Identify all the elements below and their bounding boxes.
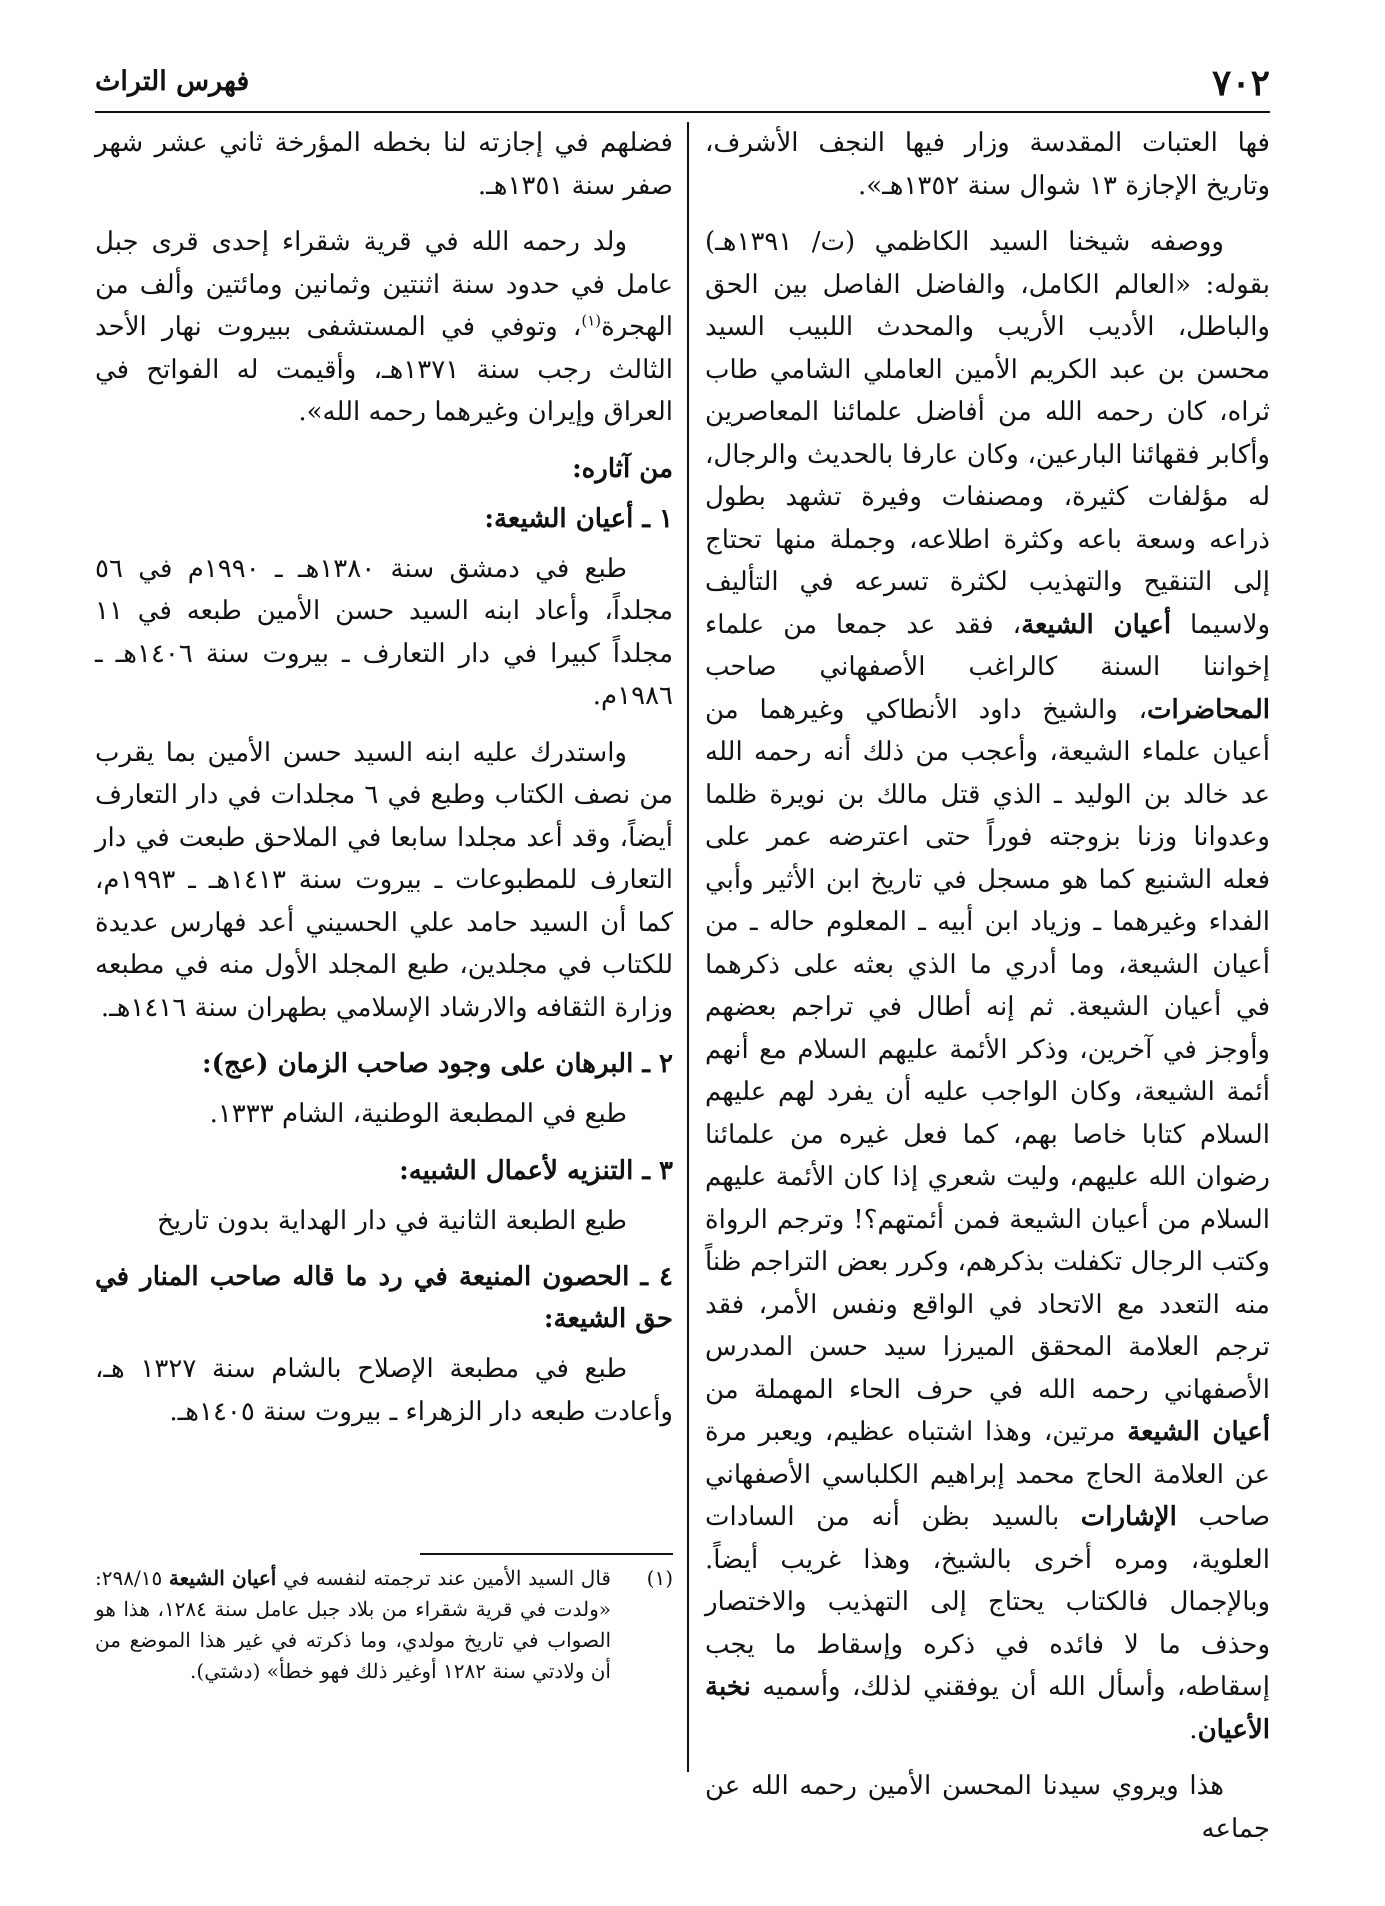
work-title: ٤ ـ الحصون المنيعة في رد ما قاله صاحب المنار في حق الشيعة:	[95, 1262, 673, 1334]
footnote-marker: (١)	[646, 1566, 673, 1590]
footnote-reference[interactable]: (١)	[581, 311, 602, 330]
running-title: فهرس التراث	[95, 66, 250, 97]
paragraph: طبع في دمشق سنة ١٣٨٠هـ ـ ١٩٩٠م في ٥٦ مجلداً، وأعاد ابنه السيد حسن الأمين طبعه في ١١ مجلداً كبيرا في دار التعارف ـ بيروت سنة ١٤٠٦هـ ـ ١٩٨٦م.	[95, 553, 673, 711]
paragraph: فضلهم في إجازته لنا بخطه المؤرخة ثاني عشر شهر صفر سنة ١٣٥١هـ.	[95, 128, 673, 201]
paragraph: طبع في المطبعة الوطنية، الشام ١٣٣٣.	[209, 1099, 627, 1129]
footnote-rule	[420, 1553, 673, 1555]
paragraph: فها العتبات المقدسة وزار فيها النجف الأشرف، وتاريخ الإجازة ١٣ شوال سنة ١٣٥٢هـ».	[705, 128, 1270, 201]
text-run: .	[1189, 1714, 1198, 1745]
text-run: ٢٩٨/١٥: «ولدت في قرية شقراء من بلاد جبل عامل سنة ١٢٨٤، هذا هو الصواب في تاريخ مولدي، وما ذكرته في غير هذا الموضع من أن ولادتي سنة ١٢٨٢ أوغير ذلك فهو خطأ» (دشتي).	[95, 1566, 611, 1683]
text-run: بالسيد بظن أنه من السادات العلوية، ومره أخرى بالشيخ، وهذا غريب أيضاً. وبالإجمال فالكتاب يحتاج إلى التهذيب والاختصار وحذف ما لا فائده في ذكره وإسقاط ما يجب إسقاطه، وأسأل الله أن يوفقني لذلك، وأسميه	[705, 1502, 1271, 1702]
column-divider	[687, 122, 689, 1772]
paragraph	[705, 221, 1270, 1751]
work-title: ١ ـ أعيان الشيعة:	[484, 503, 673, 534]
paragraph: طبع في مطبعة الإصلاح بالشام سنة ١٣٢٧ هـ، وأعادت طبعه دار الزهراء ـ بيروت سنة ١٤٠٥هـ.	[95, 1354, 673, 1427]
paragraph	[95, 221, 673, 434]
book-title: أعيان الشيعة	[1127, 1417, 1271, 1447]
footnote	[95, 1563, 673, 1687]
works-heading: من آثاره:	[572, 453, 673, 484]
paragraph: هذا ويروي سيدنا المحسن الأمين رحمه الله عن جماعه	[705, 1771, 1270, 1844]
book-title: المحاضرات	[1146, 694, 1270, 725]
left-column	[95, 122, 673, 1447]
book-title: أعيان الشيعة	[1021, 609, 1172, 640]
footnote-text	[95, 1563, 611, 1687]
text-run: ولد رحمه الله في قرية شقراء إحدى قرى جبل عامل في حدود سنة اثنتين وثمانين ومائتين وألف من الهجرة	[95, 227, 673, 342]
book-title: نخبة الأعيان	[705, 1672, 1270, 1745]
work-title: ٢ ـ البرهان على وجود صاحب الزمان (عج):	[202, 1049, 673, 1079]
text-run: مرتين، وهذا اشتباه عظيم، ويعبر مرة عن العلامة الحاج محمد إبراهيم الكلباسي الأصفهاني صاحب	[705, 1417, 1271, 1532]
book-title: الإشارات	[1080, 1502, 1177, 1532]
text-run: ، والشيخ داود الأنطاكي وغيرهما من أعيان علماء الشيعة، وأعجب من ذلك أنه رحمه الله عد خالد بن الوليد ـ الذي قتل مالك بن نويرة ظلما وعدوانا وزنا بزوجته فوراً حتى اعترضه عمر على فعله الشنيع كما هو مسجل في تاريخ ابن الأثير وأبي الفداء وغيرهما ـ وزياد ابن أبيه ـ المعلوم حاله ـ من أعيان الشيعة، وما أدري ما الذي بعثه على ذكرهما في أعيان الشيعة. ثم إنه أطال في تراجم بعضهم وأوجز في آخرين، وذكر الأئمة عليهم السلام مع أنهم أئمة الشيعة، وكان الواجب عليه أن يفرد لهم عليهم السلام كتابا خاصا بهم، كما فعل غيره من علمائنا رضوان الله عليهم، وليت شعري إذا كان الأئمة عليهم السلام من أعيان الشيعة فمن أئمتهم؟! وترجم الرواة وكتب الرجال تكفلت بذكرهم، وكرر بعض التراجم ظناً منه التعدد مع الاتحاد في الواقع ونفس الأمر، فقد ترجم العلامة المحقق الميرزا سيد حسن المدرس الأصفهاني رحمه الله في حرف الحاء المهملة من	[705, 694, 1270, 1405]
text-run: ، وتوفي في المستشفى ببيروت نهار الأحد الثالث رجب سنة ١٣٧١هـ، وأقيمت له الفواتح في العراق وإيران وغيرهما رحمه الله».	[95, 312, 674, 427]
text-run: ووصفه شيخنا السيد الكاظمي (ت/ ١٣٩١هـ) بقوله: «العالم الكامل، والفاضل الفاصل بين الحق والباطل، الأديب الأريب والمحدث اللبيب السيد محسن بن عبد الكريم الأمين العاملي الشامي طاب ثراه، كان رحمه الله من أفاضل علمائنا المعاصرين وأكابر فقهائنا البارعين، وكان عارفا بالحديث والرجال، له مؤلفات كثيرة، ومصنفات وفيرة تشهد بطول ذراعه وسعة باعه وكثرة اطلاعه، وجملة منها تحتاج إلى التنقيح والتهذيب لكثرة تسرعه في التأليف ولاسيما	[705, 227, 1270, 640]
text-run: قال السيد الأمين عند ترجمته لنفسه في	[283, 1566, 611, 1590]
text-run: ، فقد عد جمعا من علماء إخواننا السنة كالراغب الأصفهاني صاحب	[705, 609, 1270, 682]
book-title: أعيان الشيعة	[168, 1566, 277, 1590]
right-column	[705, 122, 1270, 1864]
header-rule	[95, 111, 1270, 113]
page-header	[95, 62, 1270, 112]
paragraph: واستدرك عليه ابنه السيد حسن الأمين بما يقرب من نصف الكتاب وطبع في ٦ مجلدات في دار التعارف أيضاً، وقد أعد مجلدا سابعا في الملاحق طبعت في دار التعارف للمطبوعات ـ بيروت سنة ١٤١٣هـ ـ ١٩٩٣م، كما أن السيد حامد علي الحسيني أعد فهارس عديدة للكتاب في مجلدين، طبع المجلد الأول منه في مطبعه وزارة الثقافه والارشاد الإسلامي بطهران سنة ١٤١٦هـ.	[95, 737, 673, 1023]
paragraph: طبع الطبعة الثانية في دار الهداية بدون تاريخ	[157, 1205, 627, 1236]
page-number: ٧٠٢	[1211, 62, 1270, 104]
work-title: ٣ ـ التنزيه لأعمال الشبيه:	[399, 1155, 673, 1186]
